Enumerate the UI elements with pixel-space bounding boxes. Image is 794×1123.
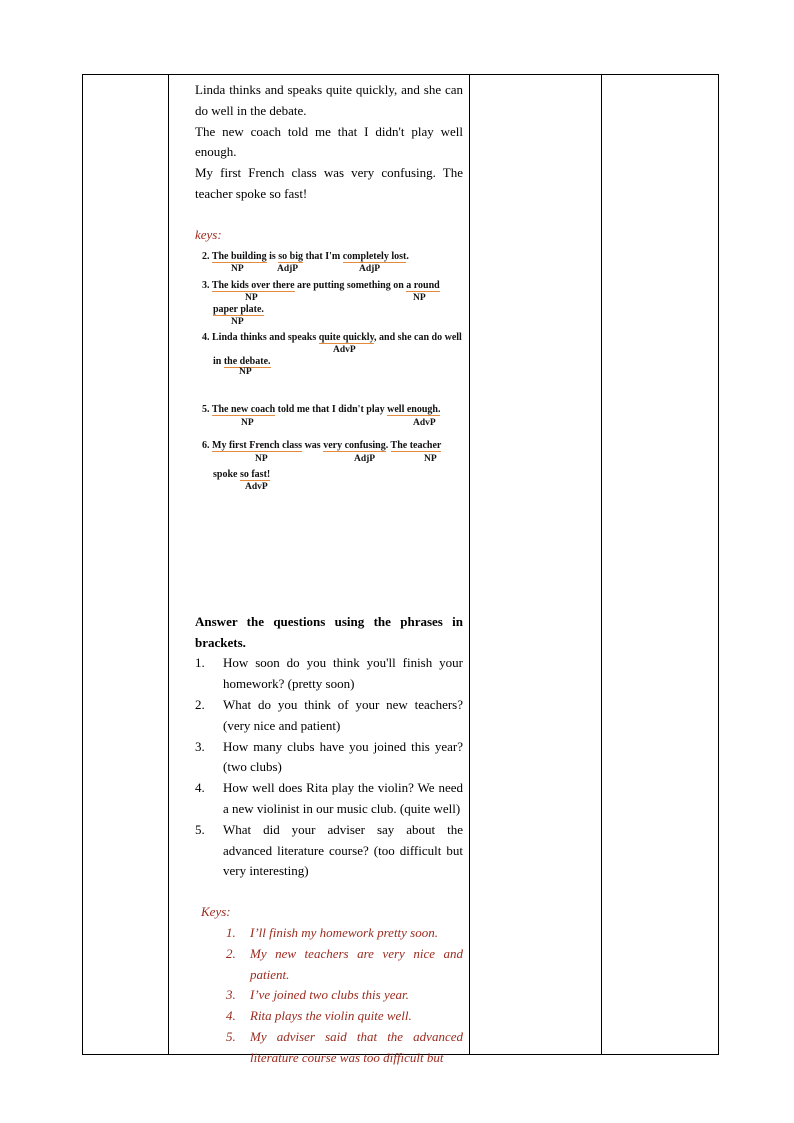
tag-advp: AdvP [333, 344, 356, 355]
list-item: 2. My new teachers are very nice and patient. [226, 945, 463, 982]
list-item: 3. I’ve joined two clubs this year. [226, 987, 409, 1003]
list-item: 4. Rita plays the violin quite well. [226, 1008, 412, 1024]
list-item: 1. I’ll finish my homework pretty soon. [226, 924, 438, 940]
advp-phrase: so fast! [239, 468, 271, 480]
key-sentence-4: 4. Linda thinks and speaks quite quickly, and she can do well [202, 331, 462, 343]
key-sentence-5: 5. The new coach told me that I didn't play well enough. [202, 403, 441, 415]
tag-advp: AdvP [245, 481, 268, 492]
activity-cell [195, 80, 463, 1069]
key-sentence-2: 2. The building is so big that I'm completely lost. [202, 250, 409, 262]
tag-np: NP [424, 453, 437, 464]
tag-np: NP [231, 263, 244, 274]
column-divider [469, 75, 470, 1054]
np-phrase: The new coach [211, 403, 276, 415]
answers-list [195, 923, 463, 1069]
key-sentence-3: 3. The kids over there are putting something on a round [202, 279, 440, 291]
tag-adjp: AdjP [354, 453, 376, 464]
tag-np: NP [231, 316, 244, 327]
list-item: 5. My adviser said that the advanced literature course was too difficult but [226, 1028, 463, 1065]
key-sentence-3-cont [213, 304, 264, 315]
key-sentence-6: 6. My first French class was very confusing. The teacher [202, 439, 442, 451]
list-item: 5. What did your adviser say about the advanced literature course? (too difficult but very interesting) [195, 821, 463, 879]
adjp-phrase: very confusing [323, 439, 386, 451]
tag-np: NP [241, 417, 254, 428]
sentence-5: The new coach told me that I didn't play well enough. [195, 123, 463, 160]
tag-advp: AdvP [413, 417, 436, 428]
key-sentence-6-cont: spoke so fast! [213, 468, 271, 480]
list-item: 3. How many clubs have you joined this year? (two clubs) [195, 738, 463, 775]
advp-phrase: quite quickly [318, 331, 375, 343]
tag-adjp: AdjP [277, 263, 299, 274]
adjp-phrase: completely lost [342, 250, 407, 262]
tag-np: NP [245, 292, 258, 303]
questions-title: Answer the questions using the phrases in brackets. [195, 613, 463, 650]
tag-np: NP [239, 366, 252, 377]
keys-label: keys: [195, 226, 222, 242]
column-divider [168, 75, 169, 1054]
tag-np: NP [255, 453, 268, 464]
answer-keys [195, 902, 463, 1068]
np-phrase: a round [406, 279, 440, 291]
keys-figure [199, 247, 469, 537]
np-phrase: My first French class [212, 439, 303, 451]
key-sentence-4-cont: in the debate. [213, 355, 271, 367]
list-item: 2. What do you think of your new teachers? (very nice and patient) [195, 696, 463, 733]
tag-adjp: AdjP [359, 263, 381, 274]
tag-np: NP [413, 292, 426, 303]
np-phrase: The building [211, 250, 267, 262]
np-phrase: the debate. [223, 355, 271, 367]
adjp-phrase: so big [278, 250, 303, 262]
np-phrase: paper plate. [213, 303, 264, 315]
answers-label: Keys: [201, 904, 231, 920]
column-divider [601, 75, 602, 1054]
list-item: 4. How well does Rita play the violin? We need a new violinist in our music club. (quite well) [195, 780, 463, 816]
np-phrase: The kids over there [211, 279, 295, 291]
np-phrase: The teacher [390, 439, 442, 451]
questions-list [195, 653, 463, 882]
sentence-6: My first French class was very confusing. The teacher spoke so fast! [195, 165, 463, 201]
sentence-4: Linda thinks and speaks quite quickly, and she can do well in the debate. [195, 82, 463, 118]
list-item: 1. How soon do you think you'll finish your homework? (pretty soon) [195, 655, 463, 692]
advp-phrase: well enough. [387, 403, 441, 415]
